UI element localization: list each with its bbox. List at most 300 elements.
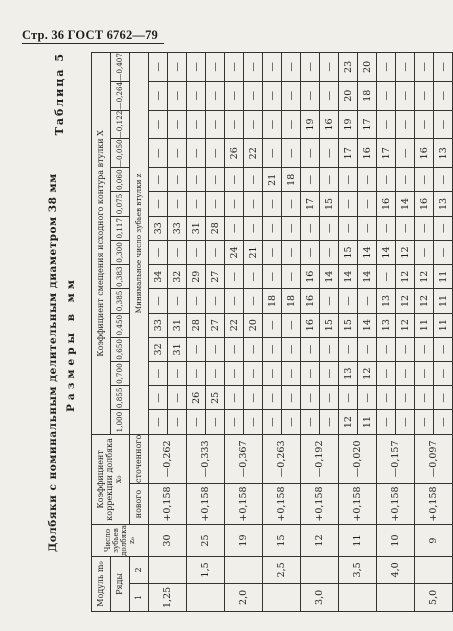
value-cell: — bbox=[187, 410, 206, 434]
header-min-teeth: Минимальное число зубьев втулки z bbox=[130, 53, 149, 435]
header-x-value: 0,855 bbox=[111, 386, 130, 410]
value-cell: 28 bbox=[206, 216, 225, 240]
value-cell: 20 bbox=[244, 313, 263, 337]
value-cell: — bbox=[187, 289, 206, 313]
teeth-cell: 9 bbox=[415, 525, 453, 557]
value-cell: — bbox=[434, 410, 453, 434]
value-cell: — bbox=[301, 216, 320, 240]
table-row bbox=[187, 53, 206, 612]
value-cell: — bbox=[396, 168, 415, 192]
value-cell: — bbox=[168, 139, 187, 168]
value-cell: — bbox=[149, 110, 168, 139]
header-x-value: 0,385 bbox=[111, 289, 130, 313]
value-cell: — bbox=[320, 139, 339, 168]
value-cell: — bbox=[206, 139, 225, 168]
value-cell: — bbox=[415, 53, 434, 82]
value-cell: — bbox=[149, 240, 168, 264]
value-cell: — bbox=[187, 337, 206, 361]
value-cell: — bbox=[282, 240, 301, 264]
value-cell: 16 bbox=[301, 313, 320, 337]
value-cell: — bbox=[206, 362, 225, 386]
value-cell: 14 bbox=[339, 265, 358, 289]
x-worn-cell: —0,097 bbox=[415, 434, 453, 483]
value-cell: — bbox=[244, 386, 263, 410]
value-cell: — bbox=[149, 139, 168, 168]
value-cell: 34 bbox=[149, 265, 168, 289]
value-cell: — bbox=[377, 386, 396, 410]
value-cell: — bbox=[415, 410, 434, 434]
value-cell: 18 bbox=[282, 168, 301, 192]
value-cell: 12 bbox=[396, 265, 415, 289]
value-cell: — bbox=[434, 337, 453, 361]
module-row2-cell bbox=[415, 557, 453, 584]
value-cell: 15 bbox=[320, 192, 339, 216]
value-cell: 12 bbox=[396, 240, 415, 264]
value-cell: — bbox=[434, 110, 453, 139]
value-cell: — bbox=[149, 386, 168, 410]
value-cell: 21 bbox=[263, 168, 282, 192]
value-cell: — bbox=[187, 192, 206, 216]
value-cell: — bbox=[149, 168, 168, 192]
value-cell: — bbox=[282, 337, 301, 361]
value-cell: — bbox=[320, 53, 339, 82]
value-cell: — bbox=[263, 240, 282, 264]
value-cell: 13 bbox=[377, 289, 396, 313]
value-cell: — bbox=[415, 337, 434, 361]
header-x-value: —0,407 bbox=[111, 53, 130, 82]
value-cell: — bbox=[320, 337, 339, 361]
header-x-value: 0,700 bbox=[111, 362, 130, 386]
module-row2-cell: 4,0 bbox=[377, 557, 415, 584]
value-cell: — bbox=[263, 110, 282, 139]
value-cell: 31 bbox=[168, 313, 187, 337]
module-row1-cell: 3,0 bbox=[301, 583, 339, 611]
header-x-value: 0,117 bbox=[111, 216, 130, 240]
module-row2-cell: 2,5 bbox=[263, 557, 301, 584]
value-cell: — bbox=[282, 216, 301, 240]
x-worn-cell: —0,333 bbox=[187, 434, 225, 483]
value-cell: 11 bbox=[434, 265, 453, 289]
value-cell: — bbox=[282, 386, 301, 410]
x-new-cell: +0,158 bbox=[339, 483, 377, 524]
value-cell: — bbox=[301, 53, 320, 82]
rotated-table-container bbox=[47, 52, 449, 612]
value-cell: 25 bbox=[206, 386, 225, 410]
value-cell: 15 bbox=[339, 313, 358, 337]
value-cell: — bbox=[415, 216, 434, 240]
header-shift: Коэффициент смещения исходного контура втулки X bbox=[92, 53, 111, 435]
value-cell: 22 bbox=[225, 313, 244, 337]
value-cell: — bbox=[396, 337, 415, 361]
value-cell: — bbox=[187, 168, 206, 192]
value-cell: — bbox=[396, 139, 415, 168]
value-cell: — bbox=[187, 53, 206, 82]
x-new-cell: +0,158 bbox=[225, 483, 263, 524]
value-cell: — bbox=[339, 386, 358, 410]
header-module: Модуль m₀ bbox=[92, 557, 111, 612]
value-cell: — bbox=[168, 362, 187, 386]
value-cell: — bbox=[225, 289, 244, 313]
value-cell: — bbox=[282, 192, 301, 216]
value-cell: 19 bbox=[339, 110, 358, 139]
value-cell: — bbox=[301, 337, 320, 361]
value-cell: — bbox=[282, 110, 301, 139]
value-cell: — bbox=[263, 386, 282, 410]
value-cell: — bbox=[282, 265, 301, 289]
module-row1-cell bbox=[187, 583, 225, 611]
value-cell: 21 bbox=[244, 240, 263, 264]
module-row1-cell: 2,0 bbox=[225, 583, 263, 611]
value-cell: — bbox=[396, 410, 415, 434]
value-cell: 22 bbox=[244, 139, 263, 168]
module-row1-cell bbox=[377, 583, 415, 611]
header-x-value: 1,000 bbox=[111, 410, 130, 434]
value-cell: — bbox=[206, 410, 225, 434]
value-cell: 14 bbox=[358, 313, 377, 337]
header-x-value: 0,450 bbox=[111, 313, 130, 337]
data-table bbox=[91, 52, 453, 612]
value-cell: — bbox=[225, 410, 244, 434]
value-cell: — bbox=[187, 81, 206, 110]
value-cell: — bbox=[301, 139, 320, 168]
module-row2-cell: 3,5 bbox=[339, 557, 377, 584]
module-row1-cell bbox=[263, 583, 301, 611]
teeth-cell: 30 bbox=[149, 525, 187, 557]
value-cell: — bbox=[244, 168, 263, 192]
value-cell: — bbox=[396, 386, 415, 410]
value-cell: 14 bbox=[377, 240, 396, 264]
value-cell: — bbox=[282, 410, 301, 434]
value-cell: — bbox=[377, 168, 396, 192]
value-cell: 16 bbox=[377, 192, 396, 216]
value-cell: — bbox=[320, 240, 339, 264]
value-cell: 12 bbox=[415, 265, 434, 289]
value-cell: — bbox=[168, 110, 187, 139]
module-row1-cell: 1,25 bbox=[149, 583, 187, 611]
value-cell: — bbox=[396, 110, 415, 139]
value-cell: 32 bbox=[149, 337, 168, 361]
value-cell: — bbox=[358, 168, 377, 192]
header-x-value: 0,650 bbox=[111, 337, 130, 361]
value-cell: — bbox=[149, 53, 168, 82]
value-cell: — bbox=[263, 192, 282, 216]
header-x-value: —0,122 bbox=[111, 110, 130, 139]
value-cell: — bbox=[434, 168, 453, 192]
value-cell: — bbox=[244, 53, 263, 82]
value-cell: — bbox=[377, 81, 396, 110]
x-new-cell: +0,158 bbox=[263, 483, 301, 524]
value-cell: — bbox=[206, 289, 225, 313]
value-cell: — bbox=[168, 289, 187, 313]
value-cell: — bbox=[225, 386, 244, 410]
value-cell: 33 bbox=[149, 313, 168, 337]
value-cell: — bbox=[206, 192, 225, 216]
table-row bbox=[301, 53, 320, 612]
value-cell: 11 bbox=[434, 289, 453, 313]
value-cell: — bbox=[434, 386, 453, 410]
value-cell: — bbox=[263, 313, 282, 337]
value-cell: — bbox=[206, 337, 225, 361]
value-cell: — bbox=[434, 81, 453, 110]
table-titles bbox=[47, 52, 89, 612]
value-cell: — bbox=[339, 289, 358, 313]
value-cell: 15 bbox=[320, 313, 339, 337]
header-x-value: 0,300 bbox=[111, 240, 130, 264]
value-cell: — bbox=[301, 168, 320, 192]
value-cell: — bbox=[282, 53, 301, 82]
value-cell: — bbox=[225, 110, 244, 139]
value-cell: — bbox=[415, 362, 434, 386]
value-cell: — bbox=[377, 410, 396, 434]
value-cell: — bbox=[187, 110, 206, 139]
value-cell: — bbox=[168, 53, 187, 82]
teeth-cell: 19 bbox=[225, 525, 263, 557]
value-cell: — bbox=[320, 168, 339, 192]
value-cell: — bbox=[225, 168, 244, 192]
value-cell: 16 bbox=[415, 192, 434, 216]
value-cell: — bbox=[415, 386, 434, 410]
value-cell: — bbox=[225, 81, 244, 110]
value-cell: — bbox=[434, 362, 453, 386]
header-x-value: 0,060 bbox=[111, 168, 130, 192]
value-cell: 12 bbox=[396, 289, 415, 313]
header-row-1: 1 bbox=[130, 583, 149, 611]
value-cell: — bbox=[263, 216, 282, 240]
value-cell: — bbox=[244, 216, 263, 240]
header-row: Ряды bbox=[111, 557, 130, 612]
table-row bbox=[415, 53, 434, 612]
value-cell: 26 bbox=[187, 386, 206, 410]
value-cell: — bbox=[187, 362, 206, 386]
value-cell: — bbox=[244, 110, 263, 139]
value-cell: — bbox=[168, 81, 187, 110]
value-cell: — bbox=[396, 53, 415, 82]
value-cell: — bbox=[301, 240, 320, 264]
value-cell: 14 bbox=[358, 240, 377, 264]
value-cell: — bbox=[320, 386, 339, 410]
value-cell: 17 bbox=[339, 139, 358, 168]
value-cell: 18 bbox=[282, 289, 301, 313]
teeth-cell: 12 bbox=[301, 525, 339, 557]
value-cell: — bbox=[320, 81, 339, 110]
value-cell: — bbox=[206, 240, 225, 264]
value-cell: 12 bbox=[396, 313, 415, 337]
value-cell: 32 bbox=[168, 265, 187, 289]
module-row2-cell bbox=[225, 557, 263, 584]
value-cell: 16 bbox=[301, 265, 320, 289]
value-cell: 16 bbox=[358, 139, 377, 168]
value-cell: 19 bbox=[301, 110, 320, 139]
value-cell: — bbox=[415, 168, 434, 192]
table-row bbox=[149, 53, 168, 612]
value-cell: 18 bbox=[358, 81, 377, 110]
value-cell: — bbox=[244, 81, 263, 110]
value-cell: 20 bbox=[339, 81, 358, 110]
teeth-cell: 25 bbox=[187, 525, 225, 557]
value-cell: — bbox=[301, 410, 320, 434]
teeth-cell: 11 bbox=[339, 525, 377, 557]
value-cell: — bbox=[225, 192, 244, 216]
value-cell: — bbox=[415, 110, 434, 139]
value-cell: — bbox=[206, 53, 225, 82]
value-cell: 14 bbox=[396, 192, 415, 216]
x-worn-cell: —0,263 bbox=[263, 434, 301, 483]
table-row bbox=[225, 53, 244, 612]
value-cell: 23 bbox=[339, 53, 358, 82]
value-cell: — bbox=[434, 216, 453, 240]
value-cell: — bbox=[168, 240, 187, 264]
value-cell: — bbox=[415, 240, 434, 264]
value-cell: — bbox=[244, 337, 263, 361]
value-cell: — bbox=[377, 216, 396, 240]
value-cell: — bbox=[377, 362, 396, 386]
value-cell: 29 bbox=[187, 265, 206, 289]
value-cell: 11 bbox=[358, 410, 377, 434]
value-cell: — bbox=[263, 139, 282, 168]
header-new: нового bbox=[130, 483, 149, 524]
value-cell: — bbox=[263, 53, 282, 82]
value-cell: 11 bbox=[434, 313, 453, 337]
x-new-cell: +0,158 bbox=[415, 483, 453, 524]
value-cell: — bbox=[187, 139, 206, 168]
value-cell: — bbox=[263, 337, 282, 361]
value-cell: 31 bbox=[168, 337, 187, 361]
value-cell: — bbox=[206, 110, 225, 139]
value-cell: — bbox=[263, 410, 282, 434]
value-cell: 24 bbox=[225, 240, 244, 264]
value-cell: — bbox=[168, 410, 187, 434]
teeth-cell: 15 bbox=[263, 525, 301, 557]
x-new-cell: +0,158 bbox=[149, 483, 187, 524]
value-cell: — bbox=[168, 192, 187, 216]
value-cell: — bbox=[320, 362, 339, 386]
value-cell: 28 bbox=[187, 313, 206, 337]
value-cell: — bbox=[225, 265, 244, 289]
value-cell: 14 bbox=[320, 265, 339, 289]
value-cell: — bbox=[149, 410, 168, 434]
value-cell: — bbox=[396, 216, 415, 240]
value-cell: — bbox=[358, 337, 377, 361]
value-cell: — bbox=[339, 192, 358, 216]
value-cell: — bbox=[244, 192, 263, 216]
value-cell: — bbox=[206, 168, 225, 192]
module-row2-cell bbox=[149, 557, 187, 584]
value-cell: — bbox=[415, 81, 434, 110]
value-cell: 13 bbox=[434, 139, 453, 168]
value-cell: 16 bbox=[301, 289, 320, 313]
value-cell: — bbox=[168, 168, 187, 192]
value-cell: — bbox=[282, 362, 301, 386]
header-x-value: 0,383 bbox=[111, 265, 130, 289]
value-cell: 12 bbox=[339, 410, 358, 434]
module-row2-cell: 1,5 bbox=[187, 557, 225, 584]
x-new-cell: +0,158 bbox=[377, 483, 415, 524]
value-cell: 14 bbox=[358, 265, 377, 289]
value-cell: — bbox=[358, 386, 377, 410]
value-cell: 17 bbox=[377, 139, 396, 168]
header-x-value: —0,264 bbox=[111, 81, 130, 110]
header-x-value: —0,050 bbox=[111, 139, 130, 168]
value-cell: — bbox=[339, 337, 358, 361]
value-cell: 26 bbox=[225, 139, 244, 168]
teeth-cell: 10 bbox=[377, 525, 415, 557]
value-cell: 13 bbox=[377, 313, 396, 337]
value-cell: — bbox=[358, 216, 377, 240]
value-cell: 11 bbox=[415, 313, 434, 337]
value-cell: — bbox=[339, 216, 358, 240]
value-cell: — bbox=[225, 362, 244, 386]
value-cell: — bbox=[263, 362, 282, 386]
value-cell: — bbox=[320, 410, 339, 434]
value-cell: 13 bbox=[434, 192, 453, 216]
value-cell: — bbox=[434, 240, 453, 264]
value-cell: — bbox=[149, 289, 168, 313]
value-cell: — bbox=[282, 81, 301, 110]
header-row-2: 2 bbox=[130, 557, 149, 584]
header-correction: Коэффициент коррекции долбяка x₀ bbox=[92, 434, 130, 524]
x-worn-cell: —0,367 bbox=[225, 434, 263, 483]
value-cell: 16 bbox=[320, 110, 339, 139]
module-row2-cell bbox=[301, 557, 339, 584]
value-cell: — bbox=[320, 216, 339, 240]
value-cell: — bbox=[149, 81, 168, 110]
value-cell: 27 bbox=[206, 313, 225, 337]
value-cell: 33 bbox=[168, 216, 187, 240]
x-new-cell: +0,158 bbox=[187, 483, 225, 524]
value-cell: — bbox=[396, 362, 415, 386]
module-row1-cell bbox=[339, 583, 377, 611]
module-row1-cell: 5,0 bbox=[415, 583, 453, 611]
x-worn-cell: —0,262 bbox=[149, 434, 187, 483]
value-cell: 17 bbox=[301, 192, 320, 216]
value-cell: — bbox=[301, 362, 320, 386]
value-cell: 31 bbox=[187, 216, 206, 240]
value-cell: — bbox=[244, 289, 263, 313]
value-cell: 20 bbox=[358, 53, 377, 82]
x-new-cell: +0,158 bbox=[301, 483, 339, 524]
value-cell: — bbox=[282, 139, 301, 168]
value-cell: 15 bbox=[339, 240, 358, 264]
value-cell: 12 bbox=[358, 362, 377, 386]
value-cell: — bbox=[168, 386, 187, 410]
x-worn-cell: —0,192 bbox=[301, 434, 339, 483]
value-cell: — bbox=[377, 265, 396, 289]
page-header: Стр. 36 ГОСТ 6762—79 bbox=[22, 28, 158, 42]
value-cell: — bbox=[301, 81, 320, 110]
value-cell: — bbox=[244, 362, 263, 386]
value-cell: — bbox=[149, 362, 168, 386]
value-cell: — bbox=[225, 53, 244, 82]
header-teeth: Число зубьев долбяка z₀ bbox=[92, 525, 149, 557]
value-cell: — bbox=[263, 265, 282, 289]
value-cell: 33 bbox=[149, 216, 168, 240]
value-cell: — bbox=[206, 81, 225, 110]
value-cell: — bbox=[320, 289, 339, 313]
value-cell: — bbox=[377, 337, 396, 361]
value-cell: 16 bbox=[415, 139, 434, 168]
table-label: Таблица 5 bbox=[53, 52, 66, 136]
x-worn-cell: —0,157 bbox=[377, 434, 415, 483]
value-cell: — bbox=[149, 192, 168, 216]
value-cell: — bbox=[358, 289, 377, 313]
value-cell: — bbox=[244, 265, 263, 289]
value-cell: 17 bbox=[358, 110, 377, 139]
table-row bbox=[263, 53, 282, 612]
header-worn: сточенного bbox=[130, 434, 149, 483]
value-cell: — bbox=[225, 337, 244, 361]
header-rule bbox=[22, 43, 164, 44]
table-title: Долбяки с номинальным делительным диаметром 38 мм bbox=[47, 173, 59, 552]
